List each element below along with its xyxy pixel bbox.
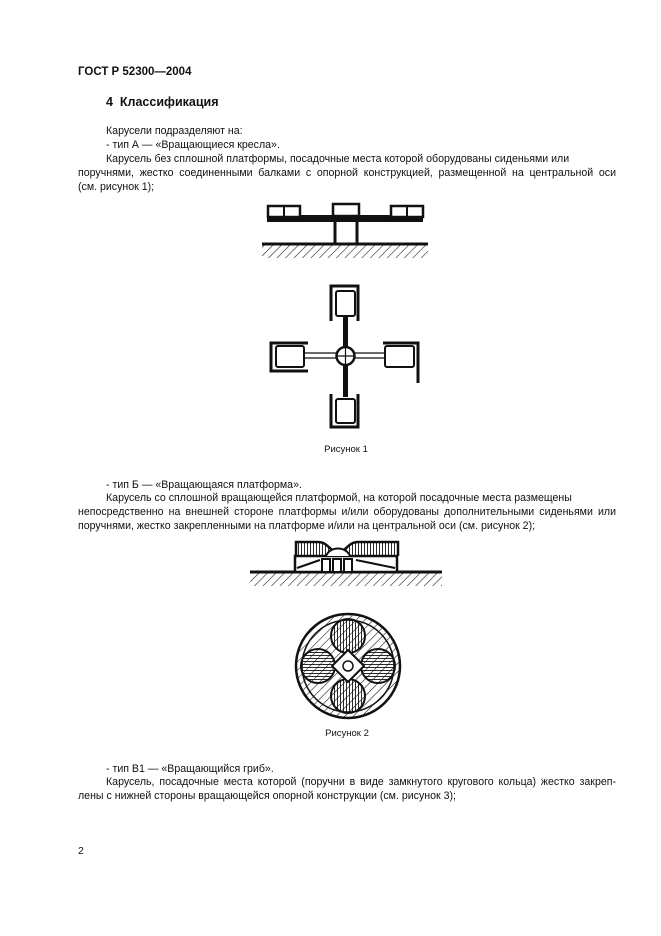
paragraph-type-a-desc-line1: Карусель без сплошной платформы, посадочные места которой оборудованы сиденьями или: [106, 153, 570, 165]
paragraph-type-v1: - тип В1 — «Вращающийся гриб».: [106, 763, 274, 775]
figure-1-caption: Рисунок 1: [324, 444, 368, 455]
standard-header: ГОСТ Р 52300—2004: [78, 66, 192, 78]
paragraph-type-a-desc-line3: (см. рисунок 1);: [78, 181, 155, 193]
paragraph-type-b-desc-line1: Карусель со сплошной вращающейся платформой, на которой посадочные места размещены: [106, 492, 572, 504]
paragraph-type-b-desc-line3: поручнями, жестко закрепленными на платформе и/или на центральной оси (см. рисунок 2);: [78, 520, 536, 532]
paragraph-type-v1-desc-line2: лены с нижней стороны вращающейся опорной конструкции (см. рисунок 3);: [78, 790, 456, 802]
page-number: 2: [78, 845, 84, 857]
figure-2-caption: Рисунок 2: [325, 728, 369, 739]
paragraph-intro: Карусели подразделяют на:: [106, 125, 243, 137]
section-title: Классификация: [119, 95, 219, 109]
section-heading: [106, 95, 219, 109]
paragraph-type-a-desc-line2: поручнями, жестко соединенными балками с опорной конструкцией, размещенной на центральной оси: [78, 167, 616, 179]
section-number: 4: [106, 95, 113, 109]
paragraph-type-b: - тип Б — «Вращающаяся платформа».: [106, 479, 302, 491]
paragraph-type-v1-desc-line1: Карусель, посадочные места которой (поручни в виде замкнутого кругового кольца) жестко закреп-: [106, 776, 616, 788]
paragraph-type-b-desc-line2: непосредственно на внешней стороне платформы и/или оборудованы дополнительными сиденьями или: [78, 506, 616, 518]
paragraph-type-a: - тип А — «Вращающиеся кресла».: [106, 139, 280, 151]
